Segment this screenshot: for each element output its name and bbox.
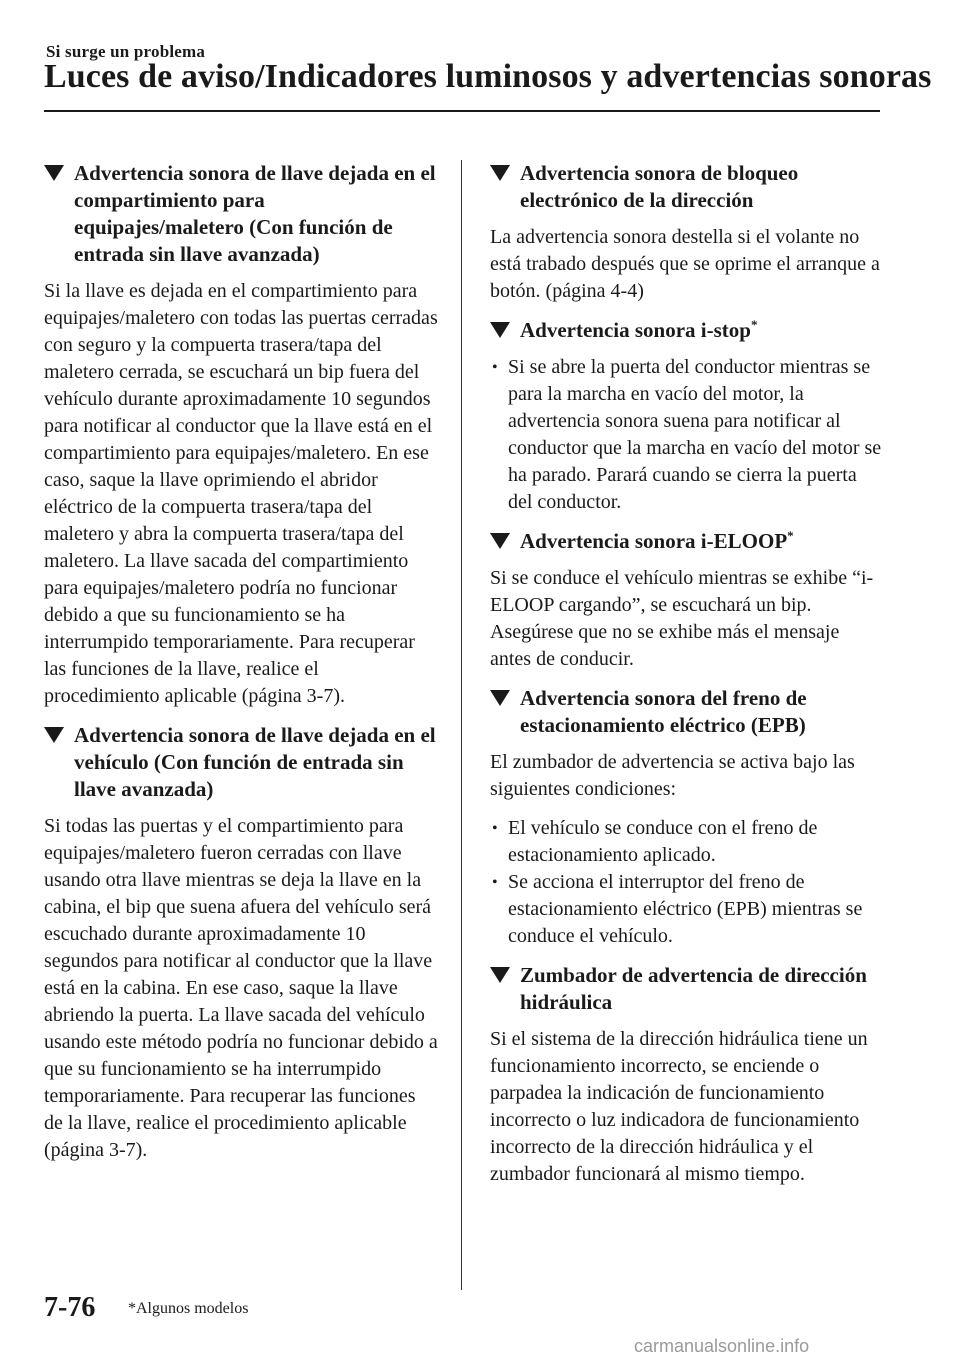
bullet-dot-icon: •: [492, 874, 498, 891]
column-divider: [461, 160, 462, 1290]
triangle-bullet-icon: [490, 690, 510, 706]
triangle-bullet-icon: [490, 967, 510, 983]
section-heading: [490, 962, 885, 1016]
right-column: [490, 160, 885, 1200]
bullet-dot-icon: •: [492, 820, 498, 837]
triangle-bullet-icon: [490, 533, 510, 549]
section-paragraph: La advertencia sonora destella si el volante no está trabado después que se oprime el arranque a botón. (página 4-4): [490, 226, 880, 302]
section-paragraph: Si todas las puertas y el compartimiento para equipajes/maletero fueron cerradas con llave usando otra llave mientras se deja la llave en la cabina, el bip que suena afuera del vehículo será escuchado durante aproximadamente 10 segundos para notificar al conductor que la llave está en la cabina. En ese caso, saque la llave abriendo la puerta. La llave sacada del vehículo usando este método podría no funcionar debido a que su funcionamiento se ha interrumpido temporariamente. Para recuperar las funciones de la llave, realice el procedimiento aplicable (página 3-7).: [44, 815, 438, 1161]
triangle-bullet-icon: [490, 322, 510, 338]
section-heading: [44, 160, 439, 268]
left-column: [44, 160, 439, 1176]
heading-text: Advertencia sonora del freno de estacionamiento eléctrico (EPB): [520, 686, 807, 737]
section-heading: [490, 160, 885, 214]
list-item-text: Si se abre la puerta del conductor mientras se para la marcha en vacío del motor, la advertencia sonora suena para notificar al conductor que la marcha en vacío del motor se ha parado. Parará cuando se cierra la puerta del conductor.: [508, 356, 882, 513]
chapter-label: Si surge un problema: [46, 42, 206, 61]
some-models-asterisk: *: [787, 528, 794, 543]
bullet-dot-icon: •: [492, 359, 498, 376]
page-title: Luces de aviso/Indicadores luminosos y advertencias sonoras: [44, 58, 932, 95]
list-item: [490, 869, 885, 950]
heading-text: Advertencia sonora de llave dejada en el vehículo (Con función de entrada sin llave avanzada): [74, 723, 436, 801]
triangle-bullet-icon: [44, 165, 64, 181]
section-epb: [490, 685, 885, 950]
page-number: 7-76: [44, 1292, 96, 1323]
section-paragraph: Si la llave es dejada en el compartimiento para equipajes/maletero con todas las puertas cerradas con seguro y la compuerta trasera/tapa del maletero cerrada, se escuchará un bip fuera del vehículo durante aproximadamente 10 segundos para notificar al conductor que la llave está en el compartimiento para equipajes/maletero. En ese caso, saque la llave oprimiendo el abridor eléctrico de la compuerta trasera/tapa del maletero y abra la compuerta trasera/tapa del maletero. La llave sacada del compartimiento para equipajes/maletero podría no funcionar debido a que su funcionamiento se ha interrumpido temporariamente. Para recuperar las funciones de la llave, realice el procedimiento aplicable (página 3-7).: [44, 280, 438, 707]
section-i-eloop: [490, 528, 885, 673]
heading-text: Advertencia sonora i-ELOOP: [520, 529, 788, 553]
section-heading: [490, 317, 885, 344]
footnote-some-models: *Algunos modelos: [128, 1300, 249, 1317]
triangle-bullet-icon: [490, 165, 510, 181]
list-item-text: El vehículo se conduce con el freno de estacionamiento aplicado.: [508, 817, 818, 866]
heading-text: Zumbador de advertencia de dirección hidráulica: [520, 963, 867, 1014]
heading-text: Advertencia sonora de llave dejada en el compartimiento para equipajes/maletero (Con función de entrada sin llave avanzada): [74, 161, 436, 266]
section-heading: [490, 528, 885, 555]
bullet-list: [490, 815, 885, 950]
section-key-left-in-trunk: [44, 160, 439, 710]
section-i-stop: [490, 317, 885, 516]
section-paragraph: Si se conduce el vehículo mientras se exhibe “i-ELOOP cargando”, se escuchará un bip. Asegúrese que no se exhibe más el mensaje antes de conducir.: [490, 567, 874, 670]
list-item-text: Se acciona el interruptor del freno de estacionamiento eléctrico (EPB) mientras se conduce el vehículo.: [508, 871, 863, 947]
some-models-asterisk: *: [750, 317, 758, 332]
bullet-list: [490, 354, 885, 516]
header-rule: [44, 110, 880, 112]
heading-text: Advertencia sonora de bloqueo electrónico de la dirección: [520, 161, 799, 212]
section-paragraph: El zumbador de advertencia se activa bajo las siguientes condiciones:: [490, 751, 855, 800]
triangle-bullet-icon: [44, 727, 64, 743]
list-item: [490, 815, 885, 869]
section-paragraph: Si el sistema de la dirección hidráulica tiene un funcionamiento incorrecto, se enciende o parpadea la indicación de funcionamiento incorrecto o luz indicadora de funcionamiento incorrecto de la dirección hidráulica y el zumbador funcionará al mismo tiempo.: [490, 1028, 868, 1185]
section-steering-lock: [490, 160, 885, 305]
section-heading: [490, 685, 885, 739]
watermark-link[interactable]: carmanualsonline.info: [634, 1336, 810, 1356]
section-heading: [44, 722, 439, 803]
section-key-left-in-vehicle: [44, 722, 439, 1164]
heading-text: Advertencia sonora i-stop: [520, 318, 751, 342]
section-power-steering: [490, 962, 885, 1188]
list-item: [490, 354, 885, 516]
